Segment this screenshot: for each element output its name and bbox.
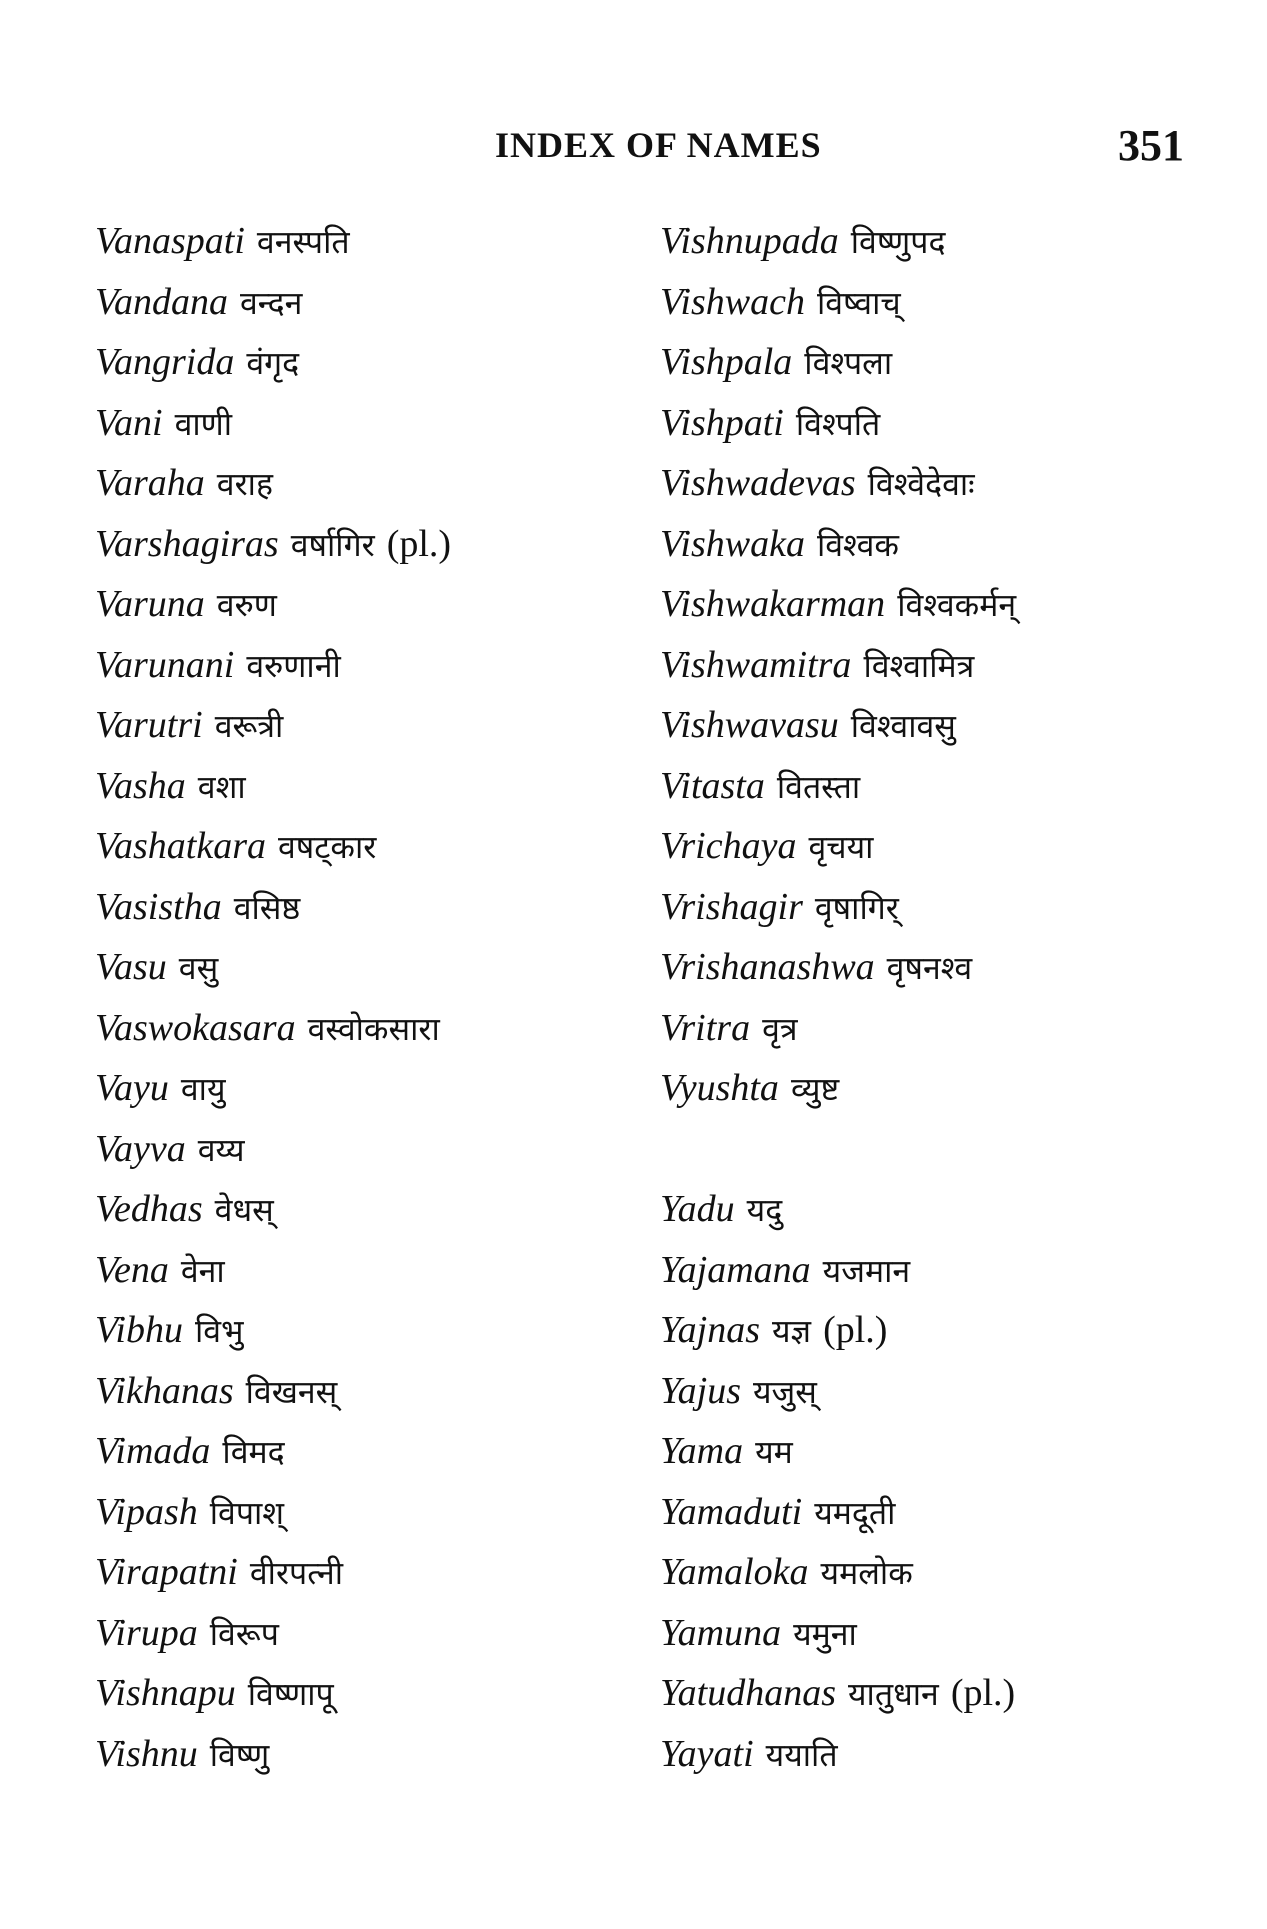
entry-devanagari-name: विश्पला (804, 344, 893, 382)
entry-roman-name: Vayu (95, 1067, 169, 1109)
entry-devanagari-name: यातुधान (848, 1675, 939, 1713)
entry-roman-name: Vishwaka (660, 522, 805, 565)
entry-roman-name: Vishnupada (660, 220, 839, 262)
index-entry (95, 271, 655, 332)
entry-roman-name: Vayva (95, 1127, 186, 1170)
entry-roman-name: Vishwadevas (660, 462, 856, 504)
index-entry (660, 1360, 1220, 1421)
entry-devanagari-name: विमद (222, 1433, 285, 1471)
running-head: INDEX OF NAMES (495, 125, 822, 165)
index-entry (95, 452, 655, 513)
index-entry (95, 634, 655, 695)
index-entry (660, 1239, 1220, 1300)
entry-devanagari-name: वनस्पति (256, 223, 350, 261)
entry-roman-name: Vasha (95, 764, 186, 807)
entry-devanagari-name: वीरपत्नी (249, 1554, 344, 1592)
entry-roman-name: Yadu (660, 1188, 735, 1230)
index-entry (660, 452, 1220, 513)
entry-devanagari-name: विश्वक (816, 525, 900, 564)
entry-devanagari-name: वरुण (216, 586, 277, 624)
entry-roman-name: Vaswokasara (95, 1006, 296, 1049)
entry-devanagari-name: वरूत्री (214, 707, 284, 745)
index-entry (660, 1178, 1220, 1239)
index-entry (95, 1602, 655, 1663)
entry-devanagari-name: विश्वावसु (850, 707, 956, 745)
entry-devanagari-name: वृत्र (762, 1009, 798, 1048)
entry-roman-name: Vangrida (95, 341, 235, 383)
index-entry (95, 936, 655, 997)
entry-roman-name: Varaha (95, 462, 205, 504)
entry-roman-name: Vimada (95, 1430, 211, 1472)
entry-devanagari-name: विश्वामित्र (863, 646, 975, 685)
section-gap (660, 1118, 1220, 1179)
entry-roman-name: Vikhanas (95, 1369, 234, 1412)
entry-roman-name: Yamaloka (660, 1551, 809, 1593)
entry-devanagari-name: विरूप (209, 1614, 279, 1653)
entry-devanagari-name: विष्णु (209, 1735, 270, 1774)
entry-devanagari-name: वराह (216, 465, 273, 503)
index-entry (660, 815, 1220, 876)
entry-roman-name: Yamuna (660, 1611, 782, 1654)
index-entry (95, 1239, 655, 1300)
entry-roman-name: Vishwamitra (660, 643, 852, 686)
index-entry (660, 1057, 1220, 1118)
index-entry (660, 755, 1220, 816)
index-entry (95, 1360, 655, 1421)
index-entry (660, 1420, 1220, 1481)
entry-roman-name: Vrichaya (660, 825, 797, 867)
entry-devanagari-name: विपाश् (209, 1493, 285, 1532)
entry-plural-note: (pl.) (823, 1309, 888, 1351)
entry-devanagari-name: वृषनश्व (886, 949, 973, 987)
entry-devanagari-name: विष्णापू (247, 1675, 334, 1713)
entry-roman-name: Varunani (95, 643, 235, 686)
index-entry (95, 815, 655, 876)
index-entry (660, 1723, 1220, 1784)
index-entry (95, 392, 655, 453)
entry-roman-name: Vishwakarman (660, 583, 886, 625)
index-entry (95, 1662, 655, 1723)
entry-plural-note: (pl.) (950, 1672, 1016, 1714)
entry-roman-name: Vashatkara (95, 825, 266, 867)
entry-roman-name: Vrishagir (660, 885, 803, 928)
index-entry (660, 573, 1220, 634)
entry-roman-name: Virapatni (95, 1551, 238, 1593)
index-entry (95, 573, 655, 634)
entry-devanagari-name: ययाति (765, 1735, 838, 1774)
entry-roman-name: Virupa (95, 1611, 198, 1654)
entry-devanagari-name: वितस्ता (776, 767, 861, 806)
entry-roman-name: Vanaspati (95, 220, 245, 262)
index-entry (660, 694, 1220, 755)
entry-devanagari-name: विष्वाच् (816, 283, 901, 322)
entry-roman-name: Varuna (95, 583, 205, 625)
entry-roman-name: Vani (95, 401, 163, 444)
index-entry (95, 513, 655, 574)
index-entry (95, 1057, 655, 1118)
entry-roman-name: Vishwavasu (660, 704, 839, 746)
entry-roman-name: Vedhas (95, 1188, 203, 1230)
entry-devanagari-name: वंगृद (246, 344, 300, 382)
index-entry (95, 1118, 655, 1179)
entry-devanagari-name: वन्दन (240, 283, 303, 322)
index-entry (95, 997, 655, 1058)
entry-roman-name: Vritra (660, 1006, 751, 1049)
entry-roman-name: Yama (660, 1430, 744, 1472)
index-entry (95, 1481, 655, 1542)
index-entry (95, 755, 655, 816)
entry-devanagari-name: वय्य (197, 1130, 245, 1169)
entry-devanagari-name: यदु (746, 1191, 783, 1229)
entry-roman-name: Varutri (95, 704, 203, 746)
entry-devanagari-name: वेना (180, 1251, 225, 1290)
entry-devanagari-name: वसु (178, 949, 219, 987)
index-entry (660, 392, 1220, 453)
index-entry (660, 1541, 1220, 1602)
entry-roman-name: Yajus (660, 1369, 741, 1412)
index-entry (660, 331, 1220, 392)
index-entry (660, 210, 1220, 271)
entry-devanagari-name: यमदूती (814, 1493, 896, 1532)
entry-roman-name: Yajamana (660, 1248, 811, 1291)
index-entry (95, 1420, 655, 1481)
entry-devanagari-name: व्युष्ट (790, 1070, 840, 1108)
entry-roman-name: Vipash (95, 1490, 198, 1533)
entry-roman-name: Vyushta (660, 1067, 779, 1109)
entry-devanagari-name: विखनस् (245, 1372, 338, 1411)
index-column-left (95, 210, 655, 1783)
entry-roman-name: Vrishanashwa (660, 946, 875, 988)
index-entry (95, 331, 655, 392)
index-entry (660, 634, 1220, 695)
entry-roman-name: Vishwach (660, 280, 805, 323)
entry-roman-name: Yayati (660, 1732, 754, 1775)
index-entry (95, 1299, 655, 1360)
entry-roman-name: Vibhu (95, 1309, 183, 1351)
index-entry (95, 210, 655, 271)
entry-devanagari-name: वरुणानी (246, 646, 341, 685)
entry-devanagari-name: विश्वकर्मन् (897, 586, 1017, 624)
index-entry (95, 1723, 655, 1784)
entry-devanagari-name: यम (755, 1433, 793, 1471)
entry-devanagari-name: यमलोक (820, 1554, 913, 1592)
entry-roman-name: Vasistha (95, 885, 222, 928)
entry-roman-name: Vishpati (660, 401, 784, 444)
index-entry (660, 1299, 1220, 1360)
index-entry (95, 876, 655, 937)
entry-devanagari-name: वाणी (174, 404, 233, 443)
entry-devanagari-name: विष्णुपद (850, 223, 946, 261)
entry-devanagari-name: विभु (194, 1312, 244, 1350)
entry-roman-name: Vitasta (660, 764, 765, 807)
entry-devanagari-name: वृचया (808, 828, 874, 866)
entry-plural-note: (pl.) (386, 522, 452, 565)
page-number: 351 (1118, 121, 1184, 170)
entry-devanagari-name: यज्ञ (772, 1312, 812, 1350)
entry-devanagari-name: यजुस् (753, 1372, 817, 1411)
entry-devanagari-name: वषट्कार (278, 828, 377, 866)
entry-devanagari-name: वर्षागिर (290, 525, 375, 564)
index-entry (95, 1178, 655, 1239)
entry-roman-name: Yatudhanas (660, 1672, 836, 1714)
index-entry (660, 1662, 1220, 1723)
index-entry (660, 936, 1220, 997)
entry-devanagari-name: वृषागिर् (814, 888, 899, 927)
index-entry (660, 876, 1220, 937)
index-entry (95, 1541, 655, 1602)
entry-devanagari-name: वसिष्ठ (233, 888, 301, 927)
entry-roman-name: Vishpala (660, 341, 793, 383)
entry-devanagari-name: यमुना (793, 1614, 857, 1653)
entry-roman-name: Vandana (95, 280, 228, 323)
index-entry (660, 997, 1220, 1058)
index-entry (660, 271, 1220, 332)
index-column-right (660, 210, 1220, 1783)
entry-devanagari-name: वशा (197, 767, 246, 806)
entry-devanagari-name: वेधस् (214, 1191, 274, 1229)
entry-devanagari-name: विश्वेदेवाः (867, 465, 975, 503)
index-entry (660, 513, 1220, 574)
entry-devanagari-name: वायु (180, 1070, 226, 1108)
entry-roman-name: Vena (95, 1248, 169, 1291)
index-entry (660, 1602, 1220, 1663)
entry-devanagari-name: यजमान (822, 1251, 911, 1290)
entry-roman-name: Vasu (95, 946, 167, 988)
entry-roman-name: Vishnu (95, 1732, 198, 1775)
index-entry (95, 694, 655, 755)
entry-roman-name: Vishnapu (95, 1672, 236, 1714)
entry-roman-name: Varshagiras (95, 522, 279, 565)
entry-devanagari-name: विश्पति (795, 404, 881, 443)
entry-devanagari-name: वस्वोकसारा (307, 1009, 440, 1048)
entry-roman-name: Yamaduti (660, 1490, 803, 1533)
entry-roman-name: Yajnas (660, 1309, 760, 1351)
index-entry (660, 1481, 1220, 1542)
